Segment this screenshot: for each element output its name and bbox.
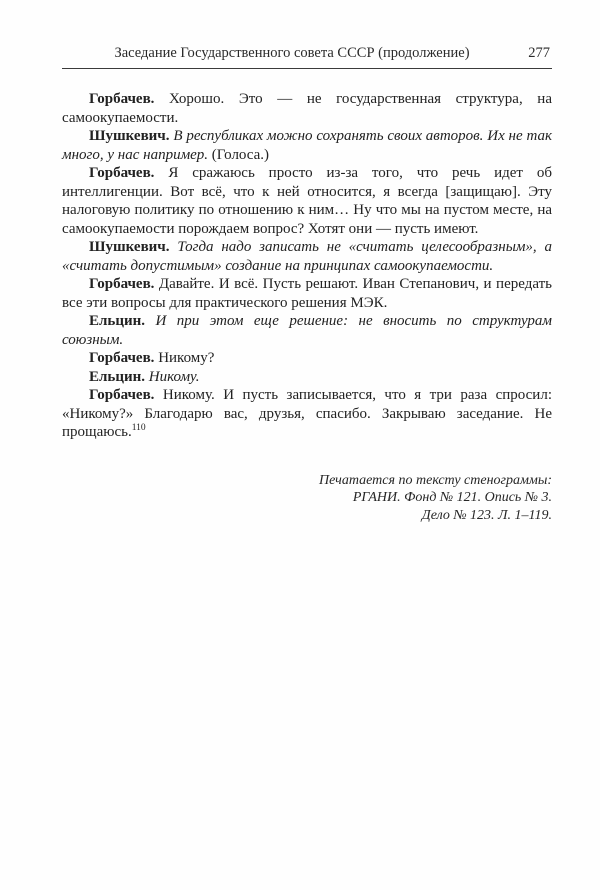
speaker-name: Шушкевич. — [89, 239, 170, 255]
colophon-line: Печатается по тексту стенограммы: — [319, 472, 552, 488]
speech-segment: Я сражаюсь просто из-за того, что речь идет об интеллигенции. Вот всё, что к ней относится, я всегда [защищаю]. Эту налоговую политику по отношению к ним… Ну что мы на пустом месте, на самоокупаемости порождаем вопрос? Хотят они — пусть имеют. — [62, 165, 552, 237]
header-rule — [62, 68, 552, 69]
transcript — [62, 90, 552, 442]
colophon-line: Дело № 123. Л. 1–119. — [421, 507, 552, 523]
paragraph — [62, 312, 552, 349]
speaker-name: Горбачев. — [89, 387, 155, 403]
footnote-ref: 110 — [131, 423, 146, 433]
speaker-name: Ельцин. — [89, 368, 146, 385]
speech-segment: Давайте. И всё. Пусть решают. Иван Степанович, и передать все эти вопросы для практического решения МЭК. — [62, 276, 552, 311]
speech-segment: Никому. — [145, 368, 200, 385]
paragraph — [62, 275, 552, 312]
text-block — [62, 44, 552, 524]
speech-segment: И при этом еще решение: не вносить по структурам союзным. — [62, 313, 552, 348]
colophon-line: РГАНИ. Фонд № 121. Опись № 3. — [352, 490, 552, 505]
paragraph — [62, 90, 552, 127]
speaker-name: Горбачев. — [89, 91, 155, 107]
paragraph — [62, 368, 552, 387]
speech-segment: Никому? — [154, 350, 215, 366]
speech-segment: Никому. И пусть записывается, что я три раза спросил: «Никому?» Благодарю вас, друзья, спасибо. Закрываю заседание. Не прощаюсь. — [62, 387, 552, 440]
page-number: 277 — [528, 45, 550, 61]
speaker-name: Шушкевич. — [89, 128, 170, 144]
paragraph — [62, 127, 552, 164]
speech-segment: (Голоса.) — [211, 146, 270, 163]
speaker-name: Ельцин. — [89, 313, 146, 329]
speaker-name: Горбачев. — [89, 165, 155, 181]
colophon — [62, 472, 552, 525]
speech-segment: Тогда надо записать не «считать целесообразным», а «считать допустимым» создание на принципах самоокупаемости. — [62, 239, 552, 274]
speech-segment: В республиках можно сохранять своих авторов. Их не так много, у нас например. — [62, 128, 552, 163]
paragraph — [62, 349, 552, 368]
speech-segment: Хорошо. Это — не государственная структура, на самоокупаемости. — [62, 91, 552, 126]
speaker-name: Горбачев. — [89, 350, 155, 366]
paragraph — [62, 164, 552, 238]
paragraph — [62, 386, 552, 442]
page-header-title: Заседание Государственного совета СССР (продолжение) — [114, 45, 470, 61]
speaker-name: Горбачев. — [89, 276, 155, 292]
paragraph — [62, 238, 552, 275]
running-head — [62, 44, 552, 62]
